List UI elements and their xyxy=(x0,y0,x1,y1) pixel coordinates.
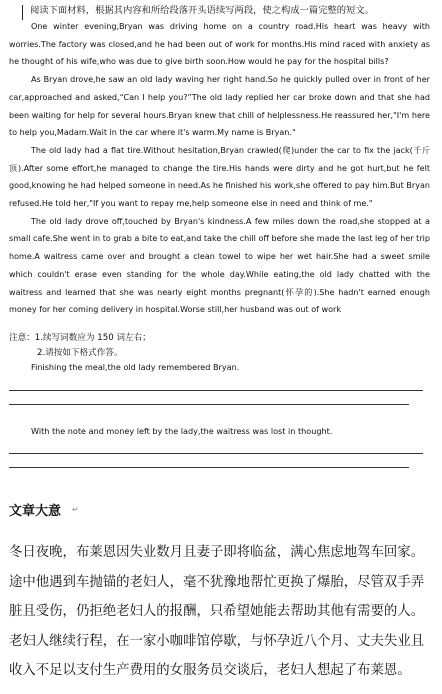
passage-paragraph-4: The old lady drove off,touched by Bryan's kindness.A few miles down the road,she stopped at a small cafe.She went in to grab a bite to eat,and take the chill off before she made the last leg of her trip home.A waitress came over and brought a clean towel to wipe her wet hair.She had a sweet smile which couldn't erase even standing for the whole day.While eating,the old lady chatted with the waitress and learned that she was nearly eight months pregnant(怀孕的).She hadn't earned enough money for her coming delivery in hospital.Worse still,her husband was out of work xyxy=(9,216,430,315)
notes-label: 注意：1.续写词数应为 150 词左右； xyxy=(9,333,151,343)
passage-paragraph-2: As Bryan drove,he saw an old lady waving her right hand.So he quickly pulled over in front of her car,approached and asked,“Can I help you?”The old lady replied her car broke down and that she had been waiting for help for several hours.Bryan knew that chill of helplessness.He reassured her,"I'm here to help you,Madam.Wait in the car where it's warm.My name is Bryan." xyxy=(9,75,430,138)
passage-paragraph-3: The old lady had a flat tire.Without hesitation,Bryan crawled(爬)under the car to fix the jack(千斤顶).After some effort,he managed to change the tire.His hands were dirty and he got hurt,but he felt good,knowing he had helped someone in need.As he finished his work,she offered to pay him.But Bryan refused.He told her,"If you want to repay me,help someone else in need and think of me." xyxy=(9,145,430,209)
paragraph-2-opening: With the note and money left by the lady,the waitress was lost in thought. xyxy=(31,426,333,436)
section-title: 文章大意 xyxy=(9,504,62,519)
summary-line: 收入不足以支付生产费用的女服务员交谈后，老妇人想起了布莱恩。 xyxy=(9,663,411,678)
paragraph-mark: ↵ xyxy=(72,505,79,514)
writing-notes xyxy=(9,331,151,361)
summary-line: 冬日夜晚，布莱恩因失业数月且妻子即将临盆，满心焦虑地驾车回家。 xyxy=(9,545,425,560)
answer-line xyxy=(9,390,423,391)
passage-paragraph-1: One winter evening,Bryan was driving home on a country road.His heart was heavy with worries.The factory was closed,and he had been out of work for months.His mind raced with anxiety as he thought of his wife,who was due to give birth soon.How would he pay for the hospital bills? xyxy=(9,22,430,67)
article-summary xyxy=(9,538,437,686)
answer-line xyxy=(9,453,423,454)
answer-line xyxy=(9,404,409,405)
notes-item: 2.请按如下格式作答。 xyxy=(37,348,123,358)
paragraph-1-opening: Finishing the meal,the old lady remembered Bryan. xyxy=(31,362,240,372)
summary-line: 老妇人继续行程，在一家小咖啡馆停歇，与怀孕近八个月、丈夫失业且 xyxy=(9,633,425,649)
task-instruction: 阅读下面材料，根据其内容和所给段落开头语续写两段，使之构成一篇完整的短文。 xyxy=(30,5,374,16)
summary-line: 途中他遇到车抛锚的老妇人，毫不犹豫地帮忙更换了爆胎，尽管双手弄 xyxy=(9,574,425,590)
answer-line xyxy=(9,467,409,468)
reading-passage xyxy=(9,18,430,319)
summary-line: 脏且受伤，仍拒绝老妇人的报酬，只希望她能去帮助其他有需要的人。 xyxy=(9,604,425,619)
